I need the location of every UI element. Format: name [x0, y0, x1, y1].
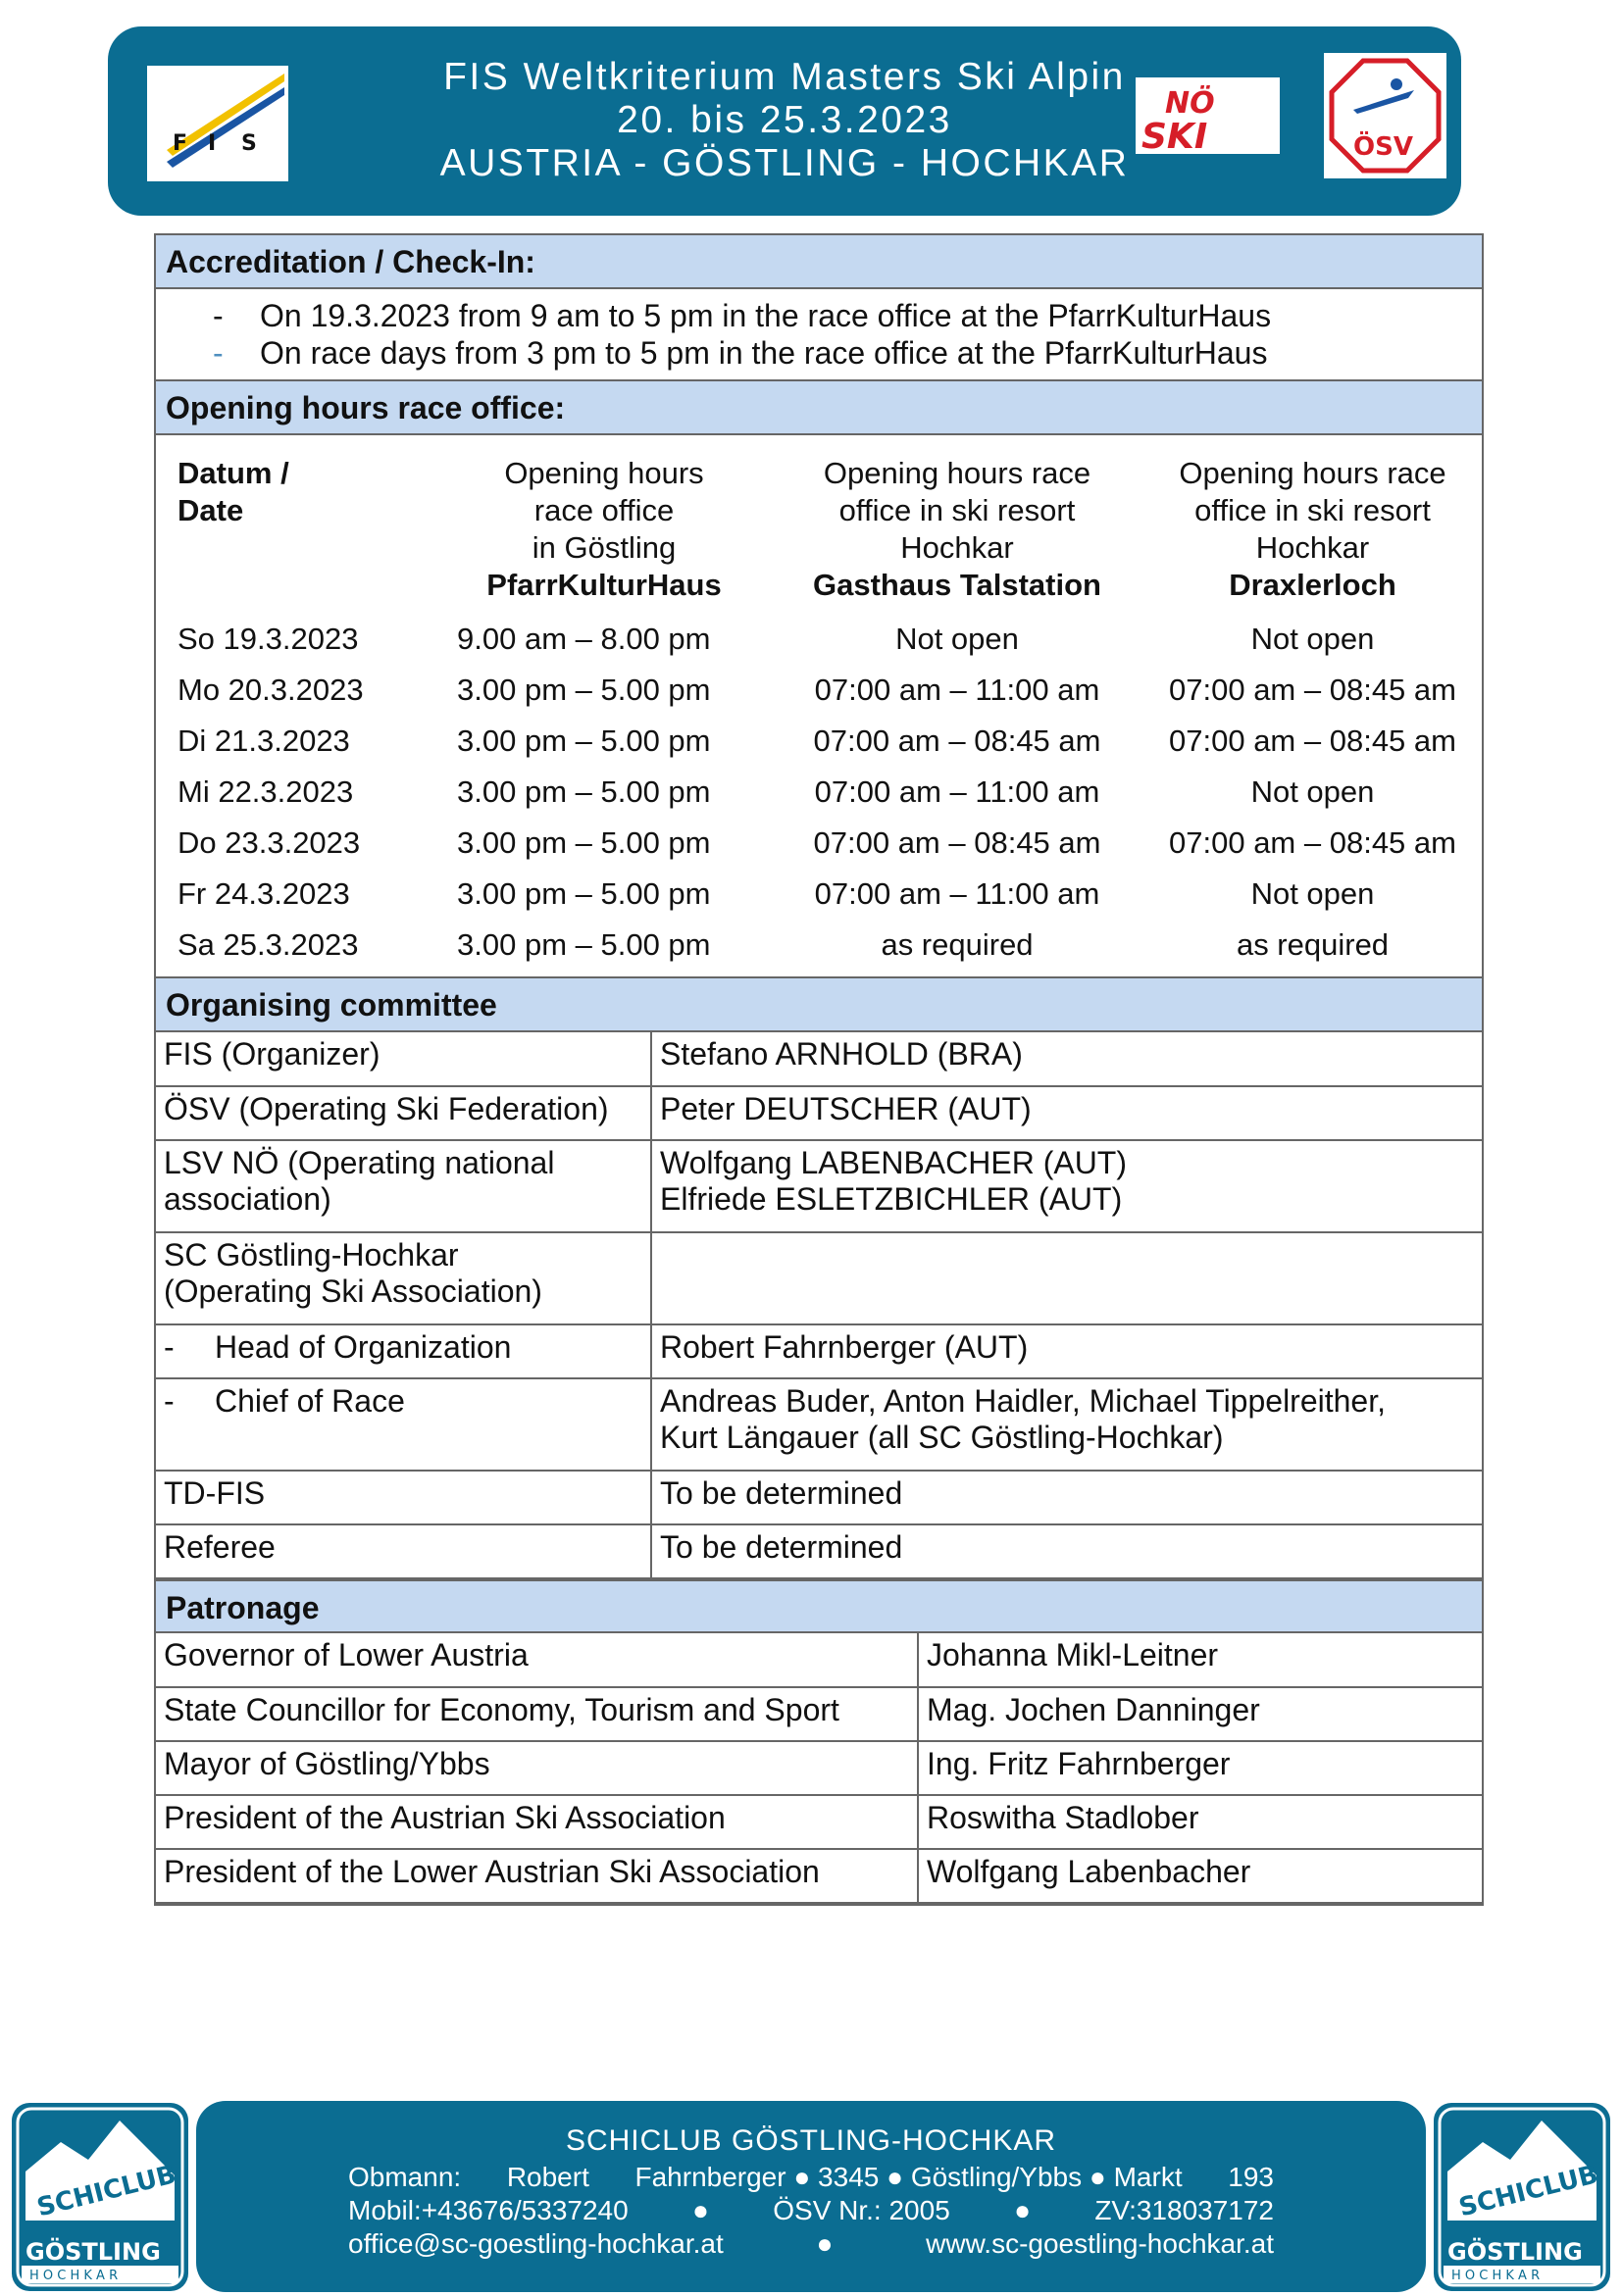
svg-text:S: S [241, 131, 257, 156]
table-row: President of the Lower Austrian Ski Association Wolfgang Labenbacher [156, 1849, 1482, 1903]
event-title-line1: FIS Weltkriterium Masters Ski Alpin [443, 56, 1126, 98]
event-location: AUSTRIA - GÖSTLING - HOCHKAR [439, 142, 1130, 184]
svg-text:H O C H K A R: H O C H K A R [1451, 2269, 1541, 2283]
schiclub-logo [1434, 2103, 1610, 2291]
svg-text:GÖSTLING: GÖSTLING [1447, 2238, 1583, 2266]
col-talstation: Opening hours race office in ski resort Hochkar Gasthaus Talstation [813, 456, 1101, 602]
table-row: - Head of Organization Robert Fahrnberger (AUT) [156, 1324, 1482, 1378]
opening-hours-header [156, 455, 1482, 604]
svg-text:NÖ: NÖ [1165, 86, 1215, 121]
table-row: State Councillor for Economy, Tourism and Sport Mag. Jochen Danninger [156, 1687, 1482, 1741]
svg-text:H O C H K A R: H O C H K A R [29, 2269, 119, 2283]
footer-contact: Mobil:+43676/5337240 ● ÖSV Nr.: 2005 ● ZV:318037172 [348, 2195, 1274, 2225]
committee-heading: Organising committee [156, 978, 1482, 1032]
table-row: ÖSV (Operating Ski Federation) Peter DEUTSCHER (AUT) [156, 1086, 1482, 1140]
list-item: - On 19.3.2023 from 9 am to 5 pm in the race office at the PfarrKulturHaus [213, 298, 1272, 333]
table-row: SC Göstling-Hochkar (Operating Ski Association) [156, 1232, 1482, 1324]
table-row: So 19.3.2023 9.00 am – 8.00 pm Not open Not open [177, 622, 1375, 656]
opening-hours-table [156, 435, 1482, 978]
table-row: Referee To be determined [156, 1524, 1482, 1578]
col-date: Datum / Date [177, 456, 289, 527]
footer-web: office@sc-goestling-hochkar.at ● www.sc-goestling-hochkar.at [348, 2228, 1274, 2259]
patronage-heading: Patronage [156, 1579, 1482, 1633]
svg-text:SKI: SKI [1141, 117, 1208, 154]
header-banner [108, 26, 1461, 216]
svg-text:SCHICLUB: SCHICLUB [33, 2160, 179, 2223]
opening-hours-heading: Opening hours race office: [156, 381, 1482, 435]
info-table [154, 233, 1484, 1906]
footer-address: Obmann: Robert Fahrnberger ● 3345 ● Göstling/Ybbs ● Markt 193 [348, 2162, 1274, 2192]
col-goestling: Opening hours race office in Göstling PfarrKulturHaus [486, 456, 722, 602]
svg-text:I: I [208, 131, 217, 156]
club-name: SCHICLUB GÖSTLING-HOCHKAR [565, 2124, 1057, 2157]
table-row: Governor of Lower Austria Johanna Mikl-Leitner [156, 1633, 1482, 1687]
table-row: Mo 20.3.2023 3.00 pm – 5.00 pm 07:00 am – 11:00 am 07:00 am – 08:45 am [177, 673, 1456, 707]
table-row: Sa 25.3.2023 3.00 pm – 5.00 pm as required as required [177, 927, 1390, 962]
col-draxlerloch: Opening hours race office in ski resort Hochkar Draxlerloch [1179, 456, 1446, 602]
table-row: Do 23.3.2023 3.00 pm – 5.00 pm 07:00 am – 08:45 am 07:00 am – 08:45 am [177, 825, 1456, 860]
table-row: Di 21.3.2023 3.00 pm – 5.00 pm 07:00 am – 08:45 am 07:00 am – 08:45 am [177, 724, 1456, 758]
table-row: Fr 24.3.2023 3.00 pm – 5.00 pm 07:00 am – 11:00 am Not open [177, 876, 1375, 911]
accreditation-list [156, 289, 1482, 381]
schiclub-logo [12, 2103, 188, 2291]
footer-banner [196, 2101, 1426, 2292]
website-link[interactable]: www.sc-goestling-hochkar.at [926, 2228, 1274, 2259]
table-row: FIS (Organizer) Stefano ARNHOLD (BRA) [156, 1032, 1482, 1086]
table-row: President of the Austrian Ski Association Roswitha Stadlober [156, 1795, 1482, 1849]
committee-table [156, 1032, 1482, 1579]
event-dates: 20. bis 25.3.2023 [617, 99, 952, 141]
accreditation-heading: Accreditation / Check-In: [156, 235, 1482, 289]
noe-ski-logo [1136, 77, 1280, 154]
svg-text:GÖSTLING: GÖSTLING [25, 2238, 161, 2266]
svg-text:F: F [173, 131, 188, 156]
svg-text:SCHICLUB: SCHICLUB [1455, 2160, 1601, 2223]
table-row: TD-FIS To be determined [156, 1471, 1482, 1524]
svg-text:ÖSV: ÖSV [1353, 132, 1413, 162]
email-link[interactable]: office@sc-goestling-hochkar.at [348, 2228, 724, 2259]
osv-logo [1324, 53, 1446, 178]
table-row: - Chief of Race Andreas Buder, Anton Haidler, Michael Tippelreither, Kurt Längauer (all SC Göstling-Hochkar) [156, 1378, 1482, 1471]
table-row: Mi 22.3.2023 3.00 pm – 5.00 pm 07:00 am – 11:00 am Not open [177, 774, 1375, 809]
patronage-table [156, 1633, 1482, 1904]
table-row: Mayor of Göstling/Ybbs Ing. Fritz Fahrnberger [156, 1741, 1482, 1795]
table-row: LSV NÖ (Operating national association) Wolfgang LABENBACHER (AUT) Elfriede ESLETZBICHLER (AUT) [156, 1140, 1482, 1232]
list-item: - On race days from 3 pm to 5 pm in the race office at the PfarrKulturHaus [213, 335, 1268, 371]
